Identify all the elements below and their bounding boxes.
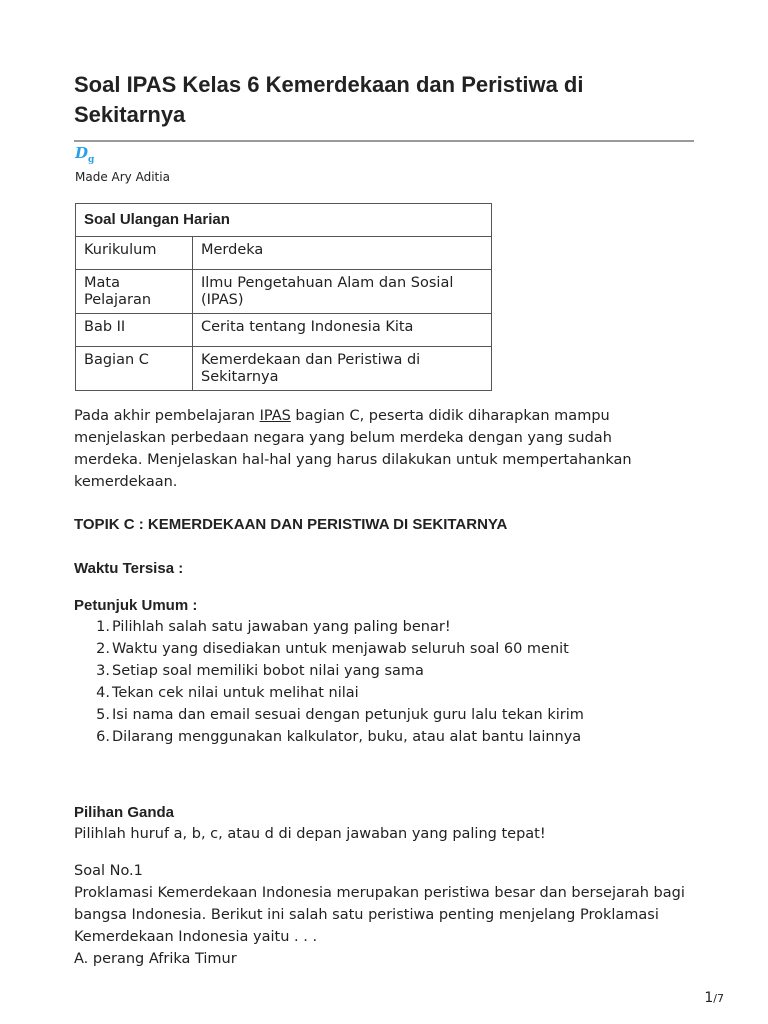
rules-list	[74, 616, 694, 748]
list-item: 4. Tekan cek nilai untuk melihat nilai	[96, 685, 359, 701]
timer-label: Waktu Tersisa :	[74, 560, 184, 577]
rules-heading: Petunjuk Umum :	[74, 597, 198, 614]
table-row	[76, 237, 492, 270]
list-item: 3. Setiap soal memiliki bobot nilai yang sama	[96, 663, 424, 679]
table-cell-value: Kemerdekaan dan Peristiwa di Sekitarnya	[193, 347, 492, 391]
list-item: 5. Isi nama dan email sesuai dengan petunjuk guru lalu tekan kirim	[96, 707, 584, 723]
table-cell-key: Kurikulum	[76, 237, 193, 270]
table-cell-value: Cerita tentang Indonesia Kita	[193, 314, 492, 347]
list-item: 6. Dilarang menggunakan kalkulator, buku, atau alat bantu lainnya	[96, 729, 582, 745]
table-cell-key: Bab II	[76, 314, 193, 347]
table-row	[76, 270, 492, 314]
table-cell-value: Ilmu Pengetahuan Alam dan Sosial (IPAS)	[193, 270, 492, 314]
multiple-choice-heading: Pilihan Ganda	[74, 804, 175, 821]
title-divider	[74, 140, 694, 142]
ipas-link[interactable]: IPAS	[259, 408, 291, 424]
author-name: Made Ary Aditia	[75, 170, 170, 184]
table-cell-key: Bagian C	[76, 347, 193, 391]
answer-option-a[interactable]: A. perang Afrika Timur	[74, 951, 237, 967]
question-text: Proklamasi Kemerdekaan Indonesia merupakan peristiwa besar dan bersejarah bagi bangsa Indonesia. Berikut ini salah satu peristiwa penting menjelang Proklamasi Kemerdekaan Indonesia yaitu . . .	[74, 885, 685, 945]
page-title: Soal IPAS Kelas 6 Kemerdekaan dan Peristiwa di Sekitarnya	[74, 72, 584, 127]
list-item: 1. Pilihlah salah satu jawaban yang paling benar!	[96, 619, 451, 635]
info-table	[75, 203, 492, 391]
info-table-header: Soal Ulangan Harian	[76, 204, 492, 237]
multiple-choice-instruction: Pilihlah huruf a, b, c, atau d di depan jawaban yang paling tepat!	[74, 826, 546, 842]
site-logo-icon[interactable]: $D_g$	[75, 144, 95, 165]
table-row	[76, 347, 492, 391]
list-item: 2. Waktu yang disediakan untuk menjawab seluruh soal 60 menit	[96, 641, 569, 657]
table-row	[76, 314, 492, 347]
question-label: Soal No.1	[74, 863, 143, 879]
intro-paragraph: Pada akhir pembelajaran IPAS bagian C, peserta didik diharapkan mampu menjelaskan perbedaan negara yang belum merdeka dengan yang sudah merdeka. Menjelaskan hal-hal yang harus dilakukan untuk mempertahankan kemerdekaan.	[74, 408, 632, 490]
topic-heading: TOPIK C : KEMERDEKAAN DAN PERISTIWA DI SEKITARNYA	[74, 516, 508, 533]
page-counter: 1/7	[704, 990, 724, 1006]
table-cell-value: Merdeka	[193, 237, 492, 270]
table-cell-key: Mata Pelajaran	[76, 270, 193, 314]
